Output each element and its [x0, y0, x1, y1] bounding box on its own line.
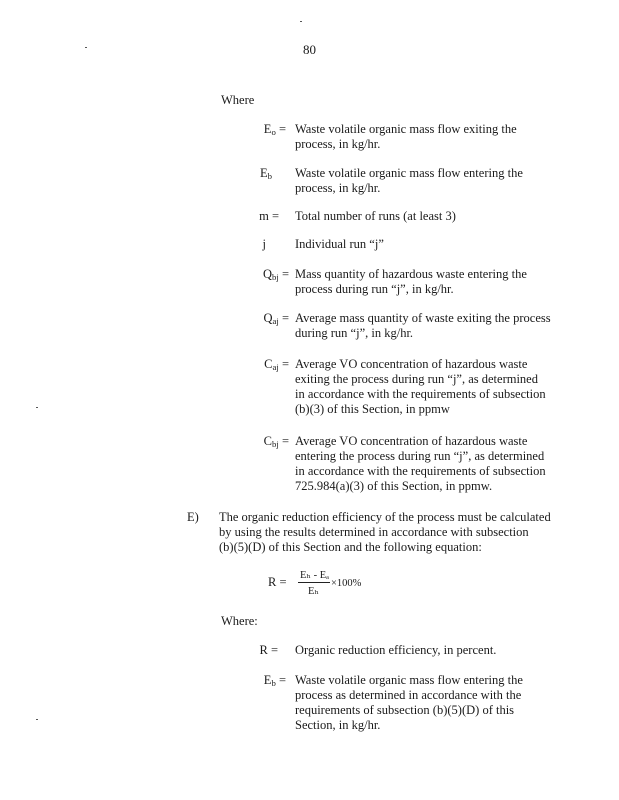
definition-text: Mass quantity of hazardous waste entering the process during run “j”, in kg/hr. — [295, 267, 527, 296]
equation-multiplier: ×100% — [331, 578, 362, 589]
scan-speck — [36, 719, 38, 720]
equation-denominator: Eₕ — [308, 586, 319, 597]
item-label: E) — [187, 510, 199, 524]
definition-symbol: $Q_{bj}$ = — [262, 267, 289, 283]
scan-speck — [36, 407, 38, 408]
equation-lhs: R = — [268, 575, 287, 589]
scan-speck — [85, 47, 87, 48]
definition-symbol: j — [262, 237, 266, 251]
definition-text: Total number of runs (at least 3) — [295, 209, 456, 223]
equation — [268, 568, 388, 602]
definition-text: Average VO concentration of hazardous waste exiting the process during run “j”, as determined in accordance with the requirements of subsection (b)(3) of this Section, in ppmw — [295, 357, 546, 416]
definition-text: Waste volatile organic mass flow exiting the process, in kg/hr. — [295, 122, 517, 151]
equation-numerator: Eₕ - Eₐ — [300, 570, 329, 581]
definition-symbol: $C_{aj}$ = — [264, 357, 289, 373]
definition-text: Individual run “j” — [295, 237, 384, 251]
fraction-bar — [298, 582, 330, 583]
definition-text: Waste volatile organic mass flow entering the process as determined in accordance with the requirements of subsection (b)(5)(D) of this Section, in kg/hr. — [295, 673, 523, 732]
where-label: Where: — [221, 614, 258, 628]
definition-symbol: m = — [259, 209, 279, 223]
where-label: Where — [221, 93, 255, 107]
definition-text: Average mass quantity of waste exiting the process during run “j”, in kg/hr. — [295, 311, 551, 340]
scan-speck — [300, 21, 302, 22]
definition-symbol: $C_{bj}$ = — [263, 434, 289, 450]
definition-text: Organic reduction efficiency, in percent. — [295, 643, 497, 657]
definition-symbol: $E_b$ — [259, 166, 272, 182]
page-number: 80 — [303, 42, 316, 57]
definition-symbol: $E_b$ = — [263, 673, 286, 689]
definition-text: Waste volatile organic mass flow entering the process, in kg/hr. — [295, 166, 523, 195]
item-paragraph: The organic reduction efficiency of the process must be calculated by using the results determined in accordance with subsection (b)(5)(D) of this Section and the following equation: — [219, 510, 551, 554]
definition-symbol: R = — [259, 643, 278, 657]
definition-text: Average VO concentration of hazardous waste entering the process during run “j”, as determined in accordance with the requirements of subsection 725.984(a)(3) of this Section, in ppmw. — [295, 434, 546, 493]
definition-symbol: $Q_{aj}$ = — [263, 311, 289, 327]
definition-symbol: $E_o$ = — [263, 122, 286, 138]
